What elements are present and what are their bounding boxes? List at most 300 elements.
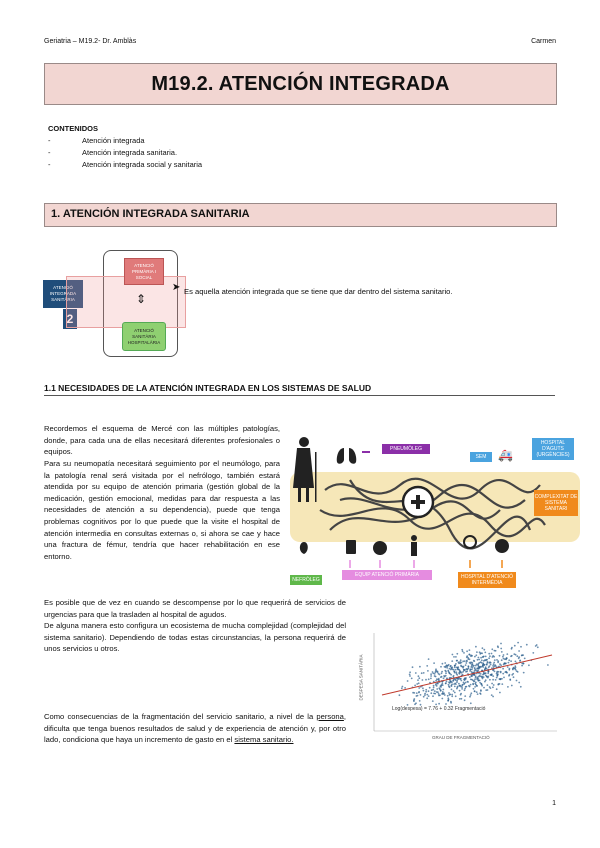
section-title: 1. ATENCIÓN INTEGRADA SANITARIA bbox=[51, 208, 250, 220]
scatter-dot bbox=[441, 698, 443, 700]
scatter-dot bbox=[536, 644, 538, 646]
scatter-dot bbox=[444, 694, 446, 696]
scatter-dot bbox=[418, 677, 420, 679]
scatter-dot bbox=[519, 660, 521, 662]
tag-pneumo: PNEUMÒLEG bbox=[382, 444, 430, 454]
scatter-dot bbox=[443, 677, 445, 679]
scatter-dot bbox=[461, 688, 463, 690]
header-right: Carmen bbox=[531, 38, 556, 45]
scatter-dot bbox=[459, 685, 461, 687]
page-number: 1 bbox=[552, 800, 556, 807]
scatter-dot bbox=[436, 688, 438, 690]
scatter-dot bbox=[461, 686, 463, 688]
paragraph-4: De alguna manera esto configura un ecosistema de mucha complejidad (complejidad del sistema sanitario). Dependiendo de todas estas circunstancias, la persona requerirá de unos servicios u otros. bbox=[44, 621, 346, 654]
scatter-dot bbox=[507, 686, 509, 688]
scatter-dot bbox=[434, 673, 436, 675]
scatter-dot bbox=[470, 679, 472, 681]
scatter-dot bbox=[428, 690, 430, 692]
scatter-dot bbox=[462, 651, 464, 653]
scatter-figure bbox=[352, 625, 562, 745]
scatter-dot bbox=[447, 695, 449, 697]
scatter-dot bbox=[438, 693, 440, 695]
scatter-dot bbox=[465, 678, 467, 680]
scatter-dot bbox=[464, 695, 466, 697]
scatter-dot bbox=[489, 686, 491, 688]
scatter-dot bbox=[419, 666, 421, 668]
scatter-dot bbox=[461, 698, 463, 700]
scatter-dot bbox=[499, 692, 501, 694]
scatter-dot bbox=[479, 692, 481, 694]
scatter-dot bbox=[470, 668, 472, 670]
scatter-dot bbox=[446, 681, 448, 683]
scatter-dot bbox=[492, 669, 494, 671]
diagram-caption: Es aquella atención integrada que se tiene que dar dentro del sistema sanitario. bbox=[184, 287, 453, 296]
scatter-dot bbox=[460, 666, 462, 668]
scatter-dot bbox=[474, 686, 476, 688]
scatter-dot bbox=[460, 659, 462, 661]
scatter-dot bbox=[503, 654, 505, 656]
scatter-dot bbox=[416, 695, 418, 697]
scatter-dot bbox=[401, 687, 403, 689]
scatter-dot bbox=[475, 654, 477, 656]
scatter-dot bbox=[490, 674, 492, 676]
scatter-dot bbox=[473, 660, 475, 662]
scatter-dot bbox=[454, 683, 456, 685]
scatter-dot bbox=[444, 670, 446, 672]
scatter-dot bbox=[458, 683, 460, 685]
scatter-dot bbox=[428, 658, 430, 660]
scatter-dot bbox=[491, 694, 493, 696]
scatter-dot bbox=[434, 690, 436, 692]
scatter-dot bbox=[445, 672, 447, 674]
scatter-dot bbox=[415, 702, 417, 704]
scatter-dot bbox=[438, 703, 440, 705]
scatter-dot bbox=[425, 689, 427, 691]
scatter-dot bbox=[449, 686, 451, 688]
scatter-dot bbox=[497, 646, 499, 648]
scatter-dot bbox=[439, 674, 441, 676]
scatter-plot bbox=[352, 625, 562, 745]
scatter-dot bbox=[454, 665, 456, 667]
paragraph-2: Para su neumopatía necesitará seguimiento por el neumólogo, para la patología renal será visitada por el nefrólogo, también estará atendida por su equipo de atención primaria (gestión global de la medicación, gestión emocional, medidas para dar respuesta a las necesidades de atención a su dependencia), puede que tenga problemas cognitivos por lo que puede que la visite el hospital de atención intermedia en consultas externas o, si ahora se cae y hace una fractura de fémur, tendría que hacer rehabilitación en ese entorno. bbox=[44, 459, 280, 561]
scatter-dot bbox=[484, 664, 486, 666]
scatter-dot bbox=[465, 662, 467, 664]
scatter-dot bbox=[513, 667, 515, 669]
scatter-dot bbox=[444, 666, 446, 668]
scatter-dot bbox=[425, 679, 427, 681]
scatter-dot bbox=[480, 661, 482, 663]
header-left: Geriatria – M19.2- Dr. Amblàs bbox=[44, 38, 137, 45]
scatter-dot bbox=[428, 678, 430, 680]
scatter-dot bbox=[496, 677, 498, 679]
scatter-dot bbox=[509, 679, 511, 681]
scatter-dot bbox=[513, 676, 515, 678]
scatter-dot bbox=[499, 663, 501, 665]
scatter-dot bbox=[458, 662, 460, 664]
scatter-dot bbox=[455, 695, 457, 697]
scatter-dot bbox=[468, 685, 470, 687]
scatter-dot bbox=[507, 666, 509, 668]
scatter-dot bbox=[495, 679, 497, 681]
scatter-dot bbox=[483, 649, 485, 651]
scatter-dot bbox=[468, 667, 470, 669]
contents-block bbox=[48, 123, 202, 171]
scatter-dot bbox=[504, 663, 506, 665]
scatter-dot bbox=[472, 663, 474, 665]
scatter-dot bbox=[451, 685, 453, 687]
scatter-dot bbox=[493, 684, 495, 686]
scatter-dot bbox=[426, 665, 428, 667]
scatter-dot bbox=[496, 671, 498, 673]
scatter-dot bbox=[454, 672, 456, 674]
scatter-dot bbox=[499, 655, 501, 657]
scatter-dot bbox=[416, 683, 418, 685]
scatter-dot bbox=[499, 683, 501, 685]
scatter-dot bbox=[407, 680, 409, 682]
scatter-dot bbox=[446, 677, 448, 679]
scatter-dot bbox=[496, 659, 498, 661]
scatter-dot bbox=[465, 682, 467, 684]
scatter-dot bbox=[492, 686, 494, 688]
scatter-dot bbox=[448, 684, 450, 686]
scatter-dot bbox=[483, 673, 485, 675]
scatter-dot bbox=[452, 669, 454, 671]
scatter-dot bbox=[418, 675, 420, 677]
scatter-dot bbox=[422, 687, 424, 689]
scatter-dot bbox=[471, 674, 473, 676]
scatter-dot bbox=[515, 661, 517, 663]
hospital-label: ATENCIÓ SANITÀRIA HOSPITALÀRIA bbox=[127, 327, 161, 345]
scatter-dot bbox=[459, 690, 461, 692]
scatter-dot bbox=[511, 648, 513, 650]
scatter-dot bbox=[454, 692, 456, 694]
scatter-dot bbox=[474, 680, 476, 682]
scatter-dot bbox=[459, 698, 461, 700]
scatter-dot bbox=[476, 691, 478, 693]
scatter-dot bbox=[409, 671, 411, 673]
scatter-dot bbox=[481, 659, 483, 661]
scatter-dot bbox=[518, 657, 520, 659]
scatter-dot bbox=[452, 680, 454, 682]
ecosystem-diagram bbox=[290, 430, 580, 590]
scatter-dot bbox=[483, 656, 485, 658]
scatter-dot bbox=[431, 689, 433, 691]
scatter-dot bbox=[422, 679, 424, 681]
contents-heading: CONTENIDOS bbox=[48, 124, 99, 133]
scatter-dot bbox=[470, 692, 472, 694]
scatter-dot bbox=[454, 686, 456, 688]
page-title: M19.2. ATENCIÓN INTEGRADA bbox=[151, 72, 450, 95]
scatter-dot bbox=[511, 685, 513, 687]
scatter-dot bbox=[415, 672, 417, 674]
scatter-dot bbox=[487, 684, 489, 686]
scatter-dot bbox=[473, 665, 475, 667]
scatter-dot bbox=[516, 655, 518, 657]
scatter-dot bbox=[494, 650, 496, 652]
scatter-dot bbox=[510, 660, 512, 662]
scatter-dot bbox=[493, 663, 495, 665]
integrated-number: 2 bbox=[63, 309, 77, 329]
scatter-dot bbox=[492, 696, 494, 698]
scatter-dot bbox=[523, 672, 525, 674]
scatter-dot bbox=[437, 683, 439, 685]
tag-complexitat: COMPLEXITAT DE SISTEMA SANITARI bbox=[534, 490, 578, 516]
scatter-dot bbox=[435, 684, 437, 686]
scatter-dot bbox=[457, 669, 459, 671]
primary-box bbox=[124, 258, 164, 285]
scatter-dot bbox=[467, 681, 469, 683]
scatter-dot bbox=[470, 655, 472, 657]
scatter-dot bbox=[456, 688, 458, 690]
scatter-dot bbox=[465, 671, 467, 673]
scatter-dot bbox=[460, 694, 462, 696]
title-box bbox=[44, 63, 557, 105]
scatter-dot bbox=[515, 669, 517, 671]
scatter-dot bbox=[457, 686, 459, 688]
scatter-dot bbox=[518, 682, 520, 684]
scatter-dot bbox=[485, 675, 487, 677]
scatter-dot bbox=[461, 662, 463, 664]
scatter-dot bbox=[500, 648, 502, 650]
scatter-dot bbox=[488, 657, 490, 659]
scatter-dot bbox=[412, 666, 414, 668]
scatter-dot bbox=[477, 670, 479, 672]
scatter-dot bbox=[489, 655, 491, 657]
scatter-dot bbox=[461, 684, 463, 686]
scatter-dot bbox=[442, 691, 444, 693]
scatter-dot bbox=[521, 663, 523, 665]
scatter-dot bbox=[484, 652, 486, 654]
scatter-dot bbox=[486, 664, 488, 666]
scatter-dot bbox=[501, 651, 503, 653]
scatter-formula: Log(despesa) = 7.76 + 0.32 Fragmentació bbox=[392, 706, 486, 712]
scatter-dot bbox=[484, 681, 486, 683]
scatter-dot bbox=[425, 691, 427, 693]
scatter-dot bbox=[488, 653, 490, 655]
scatter-dot bbox=[432, 695, 434, 697]
scatter-dot bbox=[469, 676, 471, 678]
scatter-dot bbox=[480, 652, 482, 654]
scatter-dot bbox=[450, 681, 452, 683]
scatter-dot bbox=[521, 665, 523, 667]
scatter-dot bbox=[399, 694, 401, 696]
scatter-dot bbox=[477, 667, 479, 669]
scatter-dot bbox=[451, 660, 453, 662]
scatter-dot bbox=[436, 691, 438, 693]
scatter-dot bbox=[423, 696, 425, 698]
scatter-dot bbox=[442, 689, 444, 691]
scatter-dot bbox=[441, 672, 443, 674]
scatter-dot bbox=[426, 694, 428, 696]
scatter-dot bbox=[508, 662, 510, 664]
scatter-dot bbox=[448, 664, 450, 666]
scatter-dot bbox=[468, 654, 470, 656]
scatter-dot bbox=[456, 667, 458, 669]
scatter-dot bbox=[485, 689, 487, 691]
list-item: - Atención integrada social y sanitaria bbox=[48, 159, 202, 171]
scatter-dot bbox=[500, 643, 502, 645]
tag-hospital-int: HOSPITAL D'ATENCIÓ INTERMÈDIA bbox=[458, 572, 516, 588]
scatter-dot bbox=[472, 684, 474, 686]
scatter-ylabel: DESPESA SANITÀRIA bbox=[358, 654, 364, 701]
scatter-dot bbox=[432, 700, 434, 702]
scatter-dot bbox=[516, 680, 518, 682]
scatter-dot bbox=[502, 668, 504, 670]
scatter-dot bbox=[513, 653, 515, 655]
scatter-dot bbox=[451, 683, 453, 685]
scatter-dot bbox=[465, 686, 467, 688]
scatter-dot bbox=[491, 648, 493, 650]
scatter-dot bbox=[469, 696, 471, 698]
scatter-dot bbox=[495, 665, 497, 667]
scatter-dot bbox=[547, 664, 549, 666]
scatter-dot bbox=[497, 675, 499, 677]
scatter-dot bbox=[434, 675, 436, 677]
scatter-dot bbox=[420, 694, 422, 696]
scatter-dot bbox=[423, 672, 425, 674]
scatter-dot bbox=[464, 660, 466, 662]
tag-nefroleg: NEFRÒLEG bbox=[290, 575, 322, 585]
paragraph-3: Es posible que de vez en cuando se descompense por lo que requerirá de servicios de urgencias para que la trasladen al hospital de agudos. bbox=[44, 598, 346, 619]
scatter-dot bbox=[430, 675, 432, 677]
scatter-dot bbox=[501, 683, 503, 685]
scatter-dot bbox=[470, 702, 472, 704]
scatter-dot bbox=[438, 679, 440, 681]
scatter-dot bbox=[463, 652, 465, 654]
scatter-dot bbox=[492, 675, 494, 677]
scatter-dot bbox=[414, 685, 416, 687]
scatter-dot bbox=[468, 665, 470, 667]
scatter-dot bbox=[492, 665, 494, 667]
scatter-dot bbox=[446, 664, 448, 666]
scatter-dot bbox=[462, 667, 464, 669]
scatter-dot bbox=[460, 678, 462, 680]
scatter-dot bbox=[433, 687, 435, 689]
scatter-dot bbox=[478, 657, 480, 659]
scatter-dot bbox=[486, 659, 488, 661]
scatter-dot bbox=[467, 658, 469, 660]
scatter-dot bbox=[464, 688, 466, 690]
scatter-dot bbox=[482, 647, 484, 649]
scatter-dot bbox=[489, 661, 491, 663]
scatter-dot bbox=[526, 644, 528, 646]
scatter-dot bbox=[500, 672, 502, 674]
scatter-dot bbox=[449, 694, 451, 696]
scatter-dot bbox=[451, 689, 453, 691]
scatter-dot bbox=[487, 662, 489, 664]
scatter-dot bbox=[492, 679, 494, 681]
scatter-dot bbox=[409, 675, 411, 677]
scatter-dot bbox=[485, 656, 487, 658]
scatter-dot bbox=[471, 665, 473, 667]
scatter-dot bbox=[502, 673, 504, 675]
scatter-dot bbox=[449, 668, 451, 670]
scatter-dot bbox=[520, 686, 522, 688]
scatter-dot bbox=[475, 669, 477, 671]
paragraph-1: Recordemos el esquema de Mercé con las múltiples patologías, donde, para cada una de ellas necesitará diferentes profesionales o equipos. bbox=[44, 424, 280, 457]
scatter-dot bbox=[455, 656, 457, 658]
scatter-dot bbox=[508, 659, 510, 661]
integrated-label: ATENCIÓ INTEGRADA SANITÀRIA bbox=[49, 285, 77, 302]
scatter-dot bbox=[518, 650, 520, 652]
tag-equip: EQUIP ATENCIÓ PRIMÀRIA bbox=[342, 570, 432, 580]
scatter-dot bbox=[532, 652, 534, 654]
scatter-dot bbox=[411, 678, 413, 680]
scatter-dot bbox=[433, 662, 435, 664]
scatter-dot bbox=[462, 671, 464, 673]
scatter-dot bbox=[522, 654, 524, 656]
scatter-dot bbox=[501, 659, 503, 661]
scatter-dot bbox=[432, 671, 434, 673]
scatter-dot bbox=[480, 675, 482, 677]
scatter-dot bbox=[477, 693, 479, 695]
scatter-dot bbox=[475, 677, 477, 679]
scatter-dot bbox=[499, 678, 501, 680]
scatter-dot bbox=[445, 703, 447, 705]
scatter-dot bbox=[461, 649, 463, 651]
scatter-dot bbox=[433, 685, 435, 687]
scatter-dot bbox=[484, 659, 486, 661]
scatter-dot bbox=[466, 660, 468, 662]
scatter-dot bbox=[429, 687, 431, 689]
scatter-dot bbox=[448, 672, 450, 674]
scatter-dot bbox=[416, 692, 418, 694]
scatter-dot bbox=[421, 672, 423, 674]
scatter-dot bbox=[417, 679, 419, 681]
scatter-dot bbox=[493, 656, 495, 658]
scatter-dot bbox=[433, 693, 435, 695]
scatter-dot bbox=[483, 687, 485, 689]
list-item: - Atención integrada bbox=[48, 135, 202, 147]
scatter-dot bbox=[435, 670, 437, 672]
scatter-dot bbox=[442, 663, 444, 665]
scatter-dot bbox=[451, 695, 453, 697]
arrows-icon: ⇕ bbox=[136, 292, 147, 306]
scatter-dot bbox=[481, 685, 483, 687]
scatter-dot bbox=[430, 678, 432, 680]
scatter-dot bbox=[439, 694, 441, 696]
scatter-dot bbox=[428, 695, 430, 697]
scatter-dot bbox=[466, 650, 468, 652]
scatter-dot bbox=[489, 665, 491, 667]
scatter-dot bbox=[469, 649, 471, 651]
scatter-dot bbox=[439, 688, 441, 690]
scatter-dot bbox=[477, 659, 479, 661]
scatter-xlabel: GRAU DE FRAGMENTACIÓ bbox=[432, 735, 490, 740]
scatter-dot bbox=[475, 646, 477, 648]
scatter-dot bbox=[497, 661, 499, 663]
scatter-dot bbox=[508, 669, 510, 671]
scatter-dot bbox=[470, 684, 472, 686]
scatter-dot bbox=[447, 700, 449, 702]
scatter-dot bbox=[480, 657, 482, 659]
scatter-dot bbox=[446, 667, 448, 669]
scatter-dot bbox=[451, 694, 453, 696]
scatter-dot bbox=[440, 666, 442, 668]
scatter-dot bbox=[412, 692, 414, 694]
scatter-dot bbox=[464, 689, 466, 691]
scatter-dot bbox=[448, 692, 450, 694]
scatter-dot bbox=[517, 671, 519, 673]
scatter-dot bbox=[430, 692, 432, 694]
scatter-dot bbox=[504, 658, 506, 660]
scatter-dot bbox=[479, 682, 481, 684]
scatter-dot bbox=[478, 666, 480, 668]
arrow-right-icon: ➤ bbox=[172, 282, 181, 293]
scatter-dot bbox=[418, 687, 420, 689]
scatter-dot bbox=[470, 694, 472, 696]
scatter-dot bbox=[436, 678, 438, 680]
